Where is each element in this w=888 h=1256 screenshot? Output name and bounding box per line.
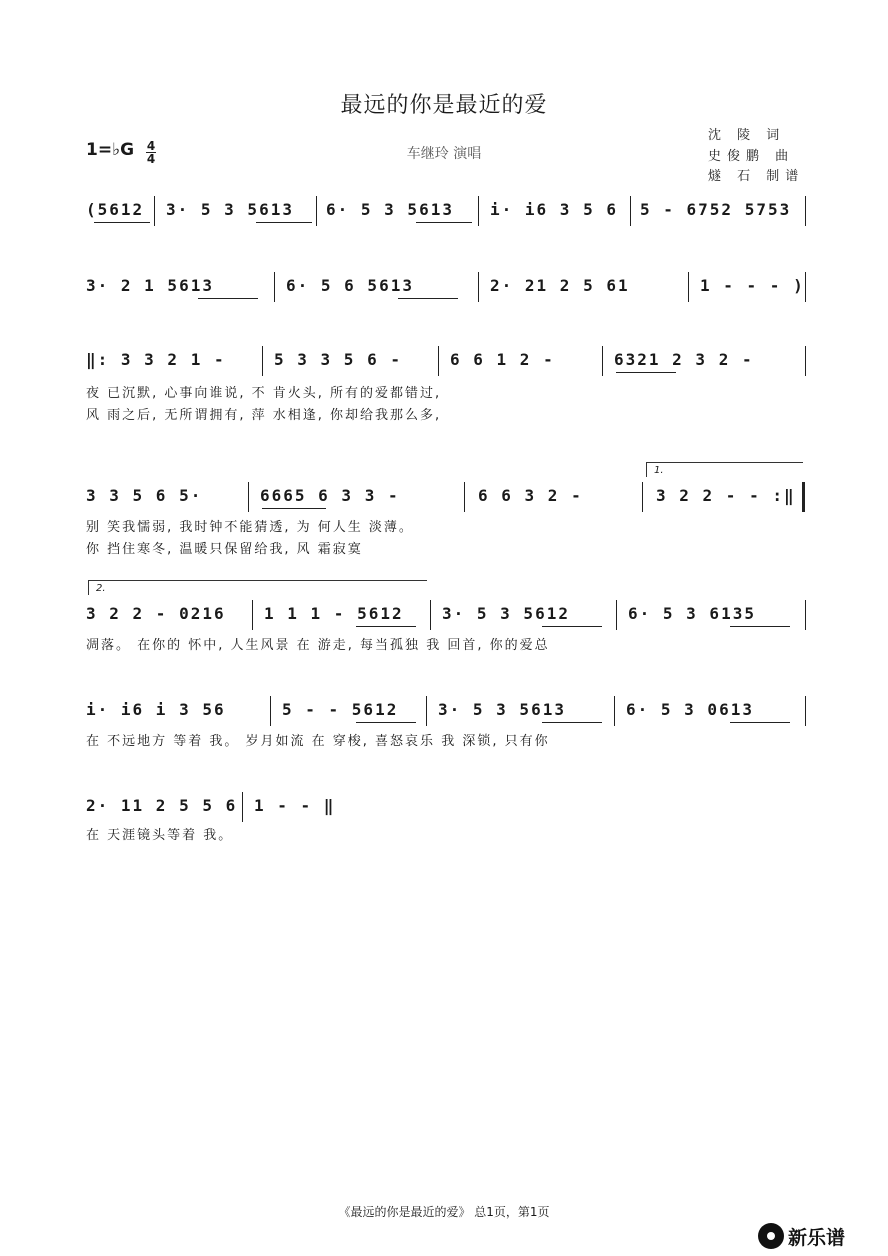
score-row-2 [86, 276, 806, 310]
bar-line [478, 196, 479, 226]
bar-line [248, 482, 249, 512]
lyric-line: 在 不远地方 等着 我。 岁月如流 在 穿梭, 喜怒哀乐 我 深锁, 只有你 [86, 734, 550, 749]
beam-underline [616, 372, 676, 373]
bar-line [614, 696, 615, 726]
lyric-line: 凋落。 在你的 怀中, 人生风景 在 游走, 每当孤独 我 回首, 你的爱总 [86, 638, 550, 653]
lyric-line: 你 挡住寒冬, 温暖只保留给我, 风 霜寂寞 [86, 542, 363, 557]
measure: 3· 5 3 5613 [166, 200, 294, 219]
measure: 2· 21 2 5 61 [490, 276, 630, 295]
bar-line [438, 346, 439, 376]
first-ending-bracket [646, 462, 803, 477]
song-title: 最远的你是最近的爱 [340, 93, 548, 118]
measure: 3 3 5 6 5· [86, 486, 203, 505]
beam-underline [542, 722, 602, 723]
bar-line [478, 272, 479, 302]
lyric-line: 在 天涯镜头等着 我。 [86, 828, 234, 843]
measure: 5 3 3 5 6 - [274, 350, 402, 369]
page-footer: 《最远的你是最近的爱》 总1页，第1页 [338, 1205, 550, 1219]
measure: 3 2 2 - 0216 [86, 604, 226, 623]
beam-underline [356, 722, 416, 723]
measure: 6· 5 3 5613 [326, 200, 454, 219]
beam-underline [416, 222, 472, 223]
beam-underline [542, 626, 602, 627]
arranger-credit: 燧 石 制谱 [708, 169, 805, 184]
measure: ‖: 3 3 2 1 - [86, 350, 226, 369]
bar-line [805, 696, 806, 726]
meter-bottom: 4 [146, 152, 156, 166]
measure: 6· 5 3 0613 [626, 700, 754, 719]
bar-line [464, 482, 465, 512]
measure: 3· 5 3 5613 [438, 700, 566, 719]
lyricist-credit: 沈 陵 词 [708, 128, 786, 143]
score-row-6 [86, 700, 806, 734]
key-signature: 1=♭G [86, 140, 135, 160]
bar-line [805, 600, 806, 630]
repeat-end-bar [802, 482, 805, 512]
measure: 6 6 1 2 - [450, 350, 555, 369]
beam-underline [398, 298, 458, 299]
bar-line [242, 792, 243, 822]
measure: 5 - - 5612 [282, 700, 399, 719]
bar-line [262, 346, 263, 376]
lyric-line: 夜 已沉默, 心事向谁说, 不 肯火头, 所有的爱都错过, [86, 386, 442, 401]
bar-line [154, 196, 155, 226]
beam-underline [730, 626, 790, 627]
bar-line [805, 196, 806, 226]
singer-credit: 车继玲 演唱 [406, 146, 482, 162]
beam-underline [94, 222, 150, 223]
measure: 3 2 2 - - :‖ [656, 486, 796, 505]
measure: 6321 2 3 2 - [614, 350, 754, 369]
bar-line [688, 272, 689, 302]
bar-line [630, 196, 631, 226]
bar-line [426, 696, 427, 726]
bar-line [805, 346, 806, 376]
bar-line [642, 482, 643, 512]
site-logo [758, 1222, 880, 1250]
measure: 6· 5 3 6135 [628, 604, 756, 623]
bar-line [316, 196, 317, 226]
score-row-4 [86, 486, 806, 520]
composer-credit: 史俊鹏 曲 [708, 149, 795, 164]
bar-line [252, 600, 253, 630]
measure: 6 6 3 2 - [478, 486, 583, 505]
bar-line [805, 272, 806, 302]
score-row-5 [86, 604, 806, 638]
measure: 1 1 1 - 5612 [264, 604, 404, 623]
measure: 6665 6 3 3 - [260, 486, 400, 505]
lyric-line: 别 笑我懦弱, 我时钟不能猜透, 为 何人生 淡薄。 [86, 520, 414, 535]
score-row-3 [86, 350, 806, 384]
second-ending-label: 2. [96, 583, 106, 594]
first-ending-label: 1. [654, 465, 664, 476]
beam-underline [262, 508, 326, 509]
beam-underline [730, 722, 790, 723]
measure: 3· 2 1 5613 [86, 276, 214, 295]
lyric-line: 风 雨之后, 无所谓拥有, 萍 水相逢, 你却给我那么多, [86, 408, 442, 423]
second-ending-bracket [88, 580, 427, 595]
bar-line [430, 600, 431, 630]
beam-underline [356, 626, 416, 627]
measure: i· i6 i 3 56 [86, 700, 226, 719]
bar-line [602, 346, 603, 376]
measure: 2· 11 2 5 5 6 [86, 796, 238, 815]
measure: 3· 5 3 5612 [442, 604, 570, 623]
bar-line [270, 696, 271, 726]
measure: 6· 5 6 5613 [286, 276, 414, 295]
bar-line [616, 600, 617, 630]
vinyl-disc-icon [758, 1223, 784, 1249]
measure: 1 - - ‖ [254, 796, 336, 815]
measure: (5612 [86, 200, 145, 219]
meter-top: 4 [146, 139, 156, 153]
measure: 5 - 6752 5753 [640, 200, 792, 219]
beam-underline [198, 298, 258, 299]
bar-line [274, 272, 275, 302]
beam-underline [256, 222, 312, 223]
score-row-1 [86, 200, 806, 234]
measure: 1 - - - ) [700, 276, 805, 295]
logo-text: 新乐谱 [788, 1226, 846, 1249]
measure: i· i6 3 5 6 [490, 200, 618, 219]
